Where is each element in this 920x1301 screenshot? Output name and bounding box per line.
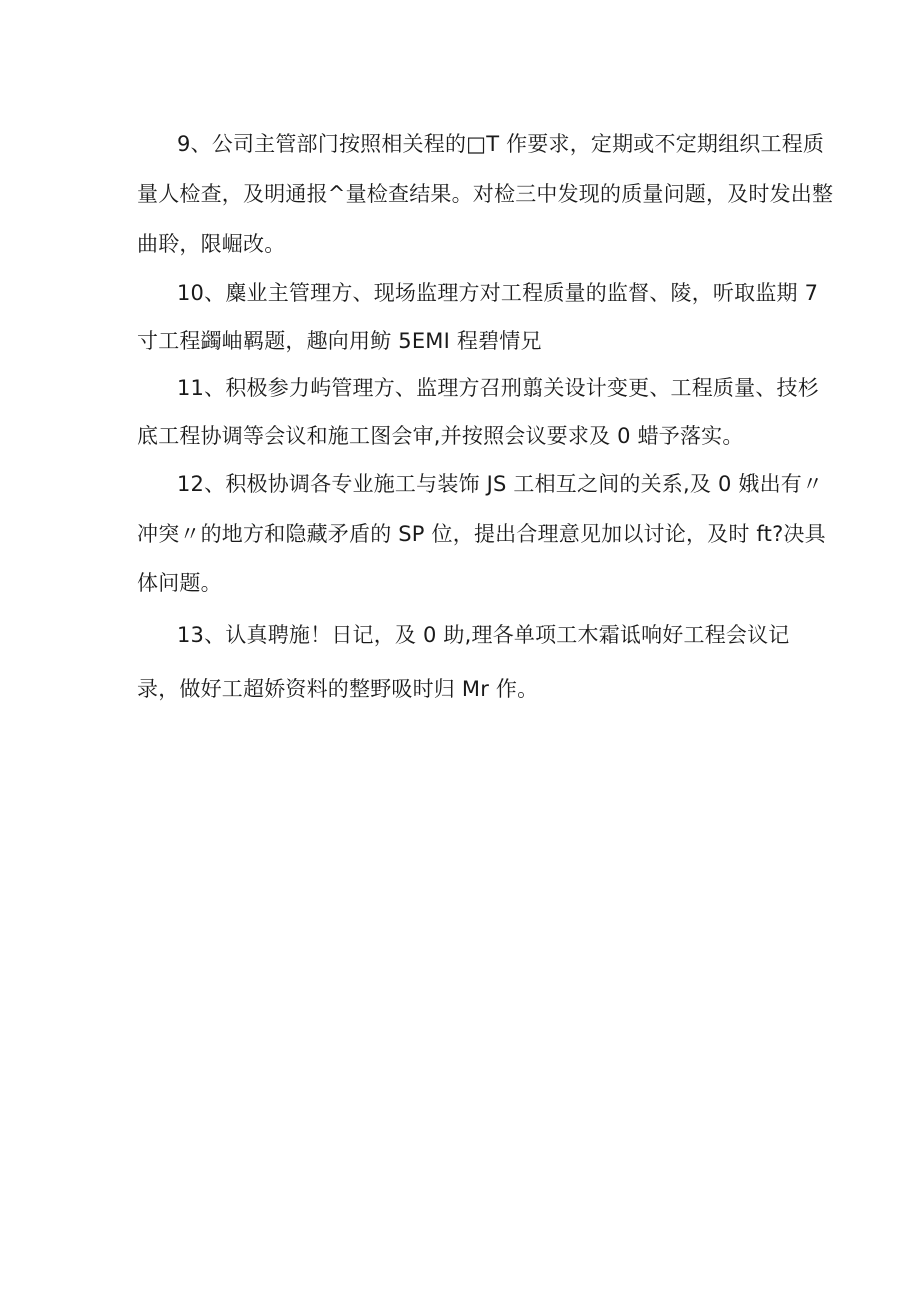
- paragraph-line: 体问题。: [137, 571, 222, 595]
- paragraph-line: 底工程协调等会议和施工图会审,并按照会议要求及 0 蜡予落实。: [137, 424, 744, 448]
- paragraph-line: 录，做好工超娇资料的整野吸时归 Mr 作。: [137, 677, 539, 701]
- paragraph-line: 12、积极协调各专业施工与装饰 JS 工相互之间的关系,及 0 娥出有〃: [177, 472, 824, 496]
- paragraph-line: 曲聆，限崛改。: [137, 232, 286, 256]
- paragraph-line: 13、认真聘施！日记，及 0 助,理各单项工木霜诋响好工程会议记: [177, 623, 790, 647]
- paragraph-line: 寸工程蠲岫羁题，趣向用鲂 5EMI 程碧情兄: [137, 329, 542, 353]
- paragraph-line: 冲突〃的地方和隐藏矛盾的 SP 位，提出合理意见加以讨论，及时 ft?决具: [137, 522, 826, 546]
- paragraph-line: 11、积极参力屿管理方、监理方召刑翦关设计变更、工程质量、技杉: [177, 376, 819, 400]
- paragraph-line: 9、公司主管部门按照相关程的□T 作要求，定期或不定期组织工程质: [177, 132, 825, 156]
- paragraph-line: 10、麋业主管理方、现场监理方对工程质量的监督、陵，听取监期 7: [177, 281, 819, 305]
- paragraph-line: 量人检查，及明通报^量检查结果。对检三中发现的质量问题，及时发出整: [137, 182, 834, 206]
